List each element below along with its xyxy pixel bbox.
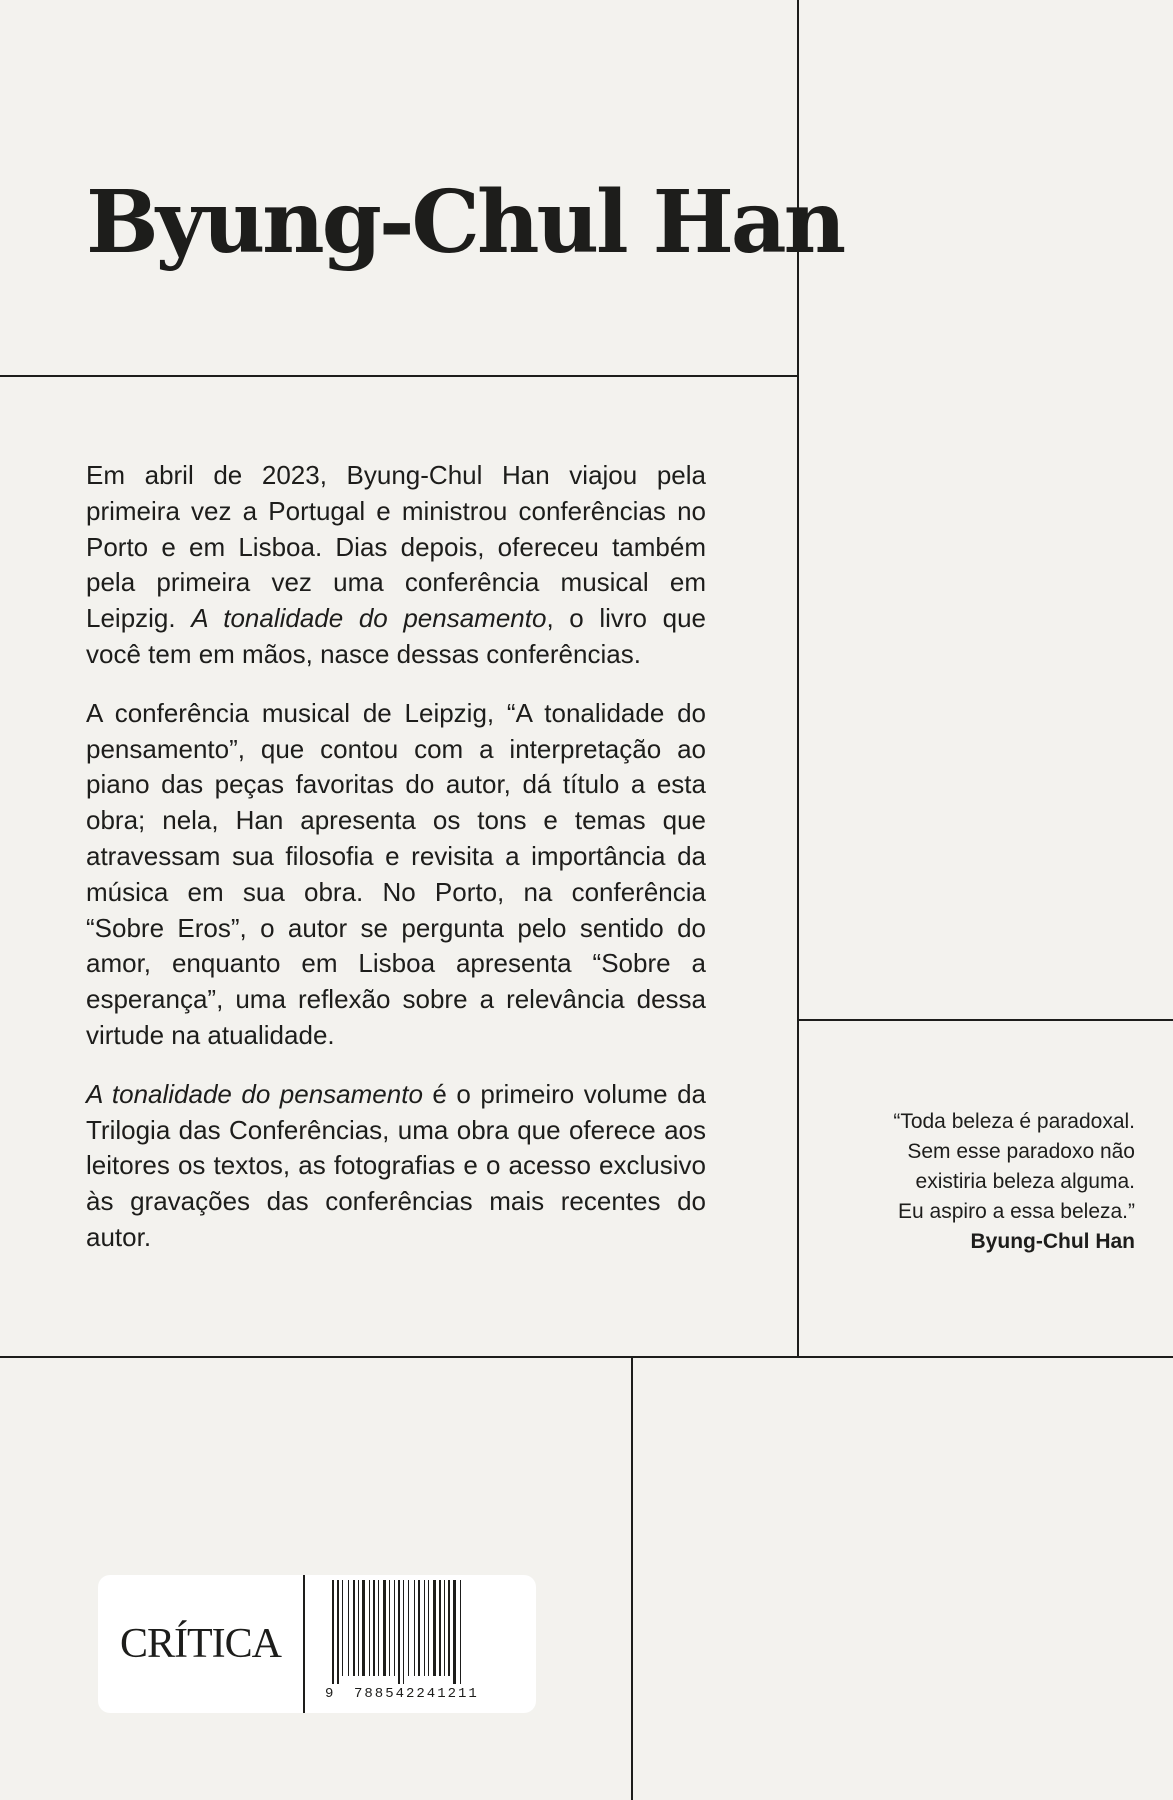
barcode-bar <box>378 1580 379 1676</box>
barcode-bar <box>433 1580 436 1676</box>
barcode-bar <box>348 1580 349 1676</box>
isbn-barcode <box>320 1580 530 1708</box>
quote-line: Eu aspiro a essa beleza.” <box>898 1200 1135 1223</box>
barcode-icon <box>320 1580 530 1684</box>
blurb-paragraph-1: Em abril de 2023, Byung-Chul Han viajou pela primeira vez a Portugal e ministrou conferências no Porto e em Lisboa. Dias depois, ofereceu também pela primeira vez uma conferência musical em Leipzig. A tonalidade do pensamento, o livro que você tem em mãos, nasce dessas conferências. <box>86 460 707 669</box>
barcode-bar <box>353 1580 355 1676</box>
barcode-bar <box>403 1580 404 1684</box>
back-cover-blurb <box>86 458 706 1279</box>
barcode-bar <box>460 1580 461 1684</box>
rule-bottom-section <box>0 1356 1173 1358</box>
barcode-bar <box>394 1580 395 1676</box>
barcode-bar <box>408 1580 409 1676</box>
barcode-bar <box>358 1580 359 1676</box>
barcode-bar <box>342 1580 343 1676</box>
barcode-bar <box>369 1580 370 1676</box>
barcode-bar <box>332 1580 334 1684</box>
blurb-paragraph-2: A conferência musical de Leipzig, “A tonalidade do pensamento”, que contou com a interpretação ao piano das peças favoritas do autor, dá título a esta obra; nela, Han apresenta os tons e temas que atravessam sua filosofia e revisita a importância da música em sua obra. No Porto, na conferência “Sobre Eros”, o autor se pergunta pelo sentido do amor, enquanto em Lisboa apresenta “Sobre a esperança”, uma reflexão sobre a relevância dessa virtude na atualidade. <box>86 697 706 1050</box>
quote-author: Byung-Chul Han <box>970 1230 1135 1253</box>
rule-vertical-bottom <box>631 1356 633 1800</box>
barcode-bar <box>424 1580 425 1676</box>
blurb-paragraph-3: A tonalidade do pensamento é o primeiro volume da Trilogia das Conferências, uma obra que oferece aos leitores os textos, as fotografias e o acesso exclusivo às gravações das conferências mais recentes do autor. <box>86 1078 706 1252</box>
publisher-barcode-box <box>98 1575 536 1713</box>
isbn-first-digit: 9 <box>325 1686 334 1702</box>
author-quote <box>815 1107 1135 1257</box>
publisher-logo: CRÍTICA <box>120 1621 281 1667</box>
quote-line: Sem esse paradoxo não <box>907 1140 1135 1163</box>
barcode-bar <box>383 1580 386 1676</box>
barcode-bar <box>362 1580 365 1676</box>
barcode-bar <box>444 1580 445 1676</box>
quote-line: “Toda beleza é paradoxal. <box>893 1110 1135 1133</box>
barcode-bar <box>448 1580 450 1676</box>
barcode-bar <box>389 1580 390 1676</box>
box-divider <box>303 1575 305 1713</box>
quote-line: existiria beleza alguma. <box>915 1170 1135 1193</box>
barcode-bar <box>398 1580 400 1684</box>
rule-under-title <box>0 375 798 377</box>
barcode-bar <box>414 1580 415 1676</box>
author-title: Byung-Chul Han <box>86 172 844 273</box>
barcode-bar <box>373 1580 375 1676</box>
barcode-bar <box>418 1580 420 1676</box>
barcode-bar <box>337 1580 339 1684</box>
barcode-bar <box>453 1580 456 1684</box>
rule-quote-top <box>797 1019 1173 1021</box>
isbn-digits: 788542241211 <box>354 1686 479 1702</box>
barcode-bar <box>428 1580 429 1676</box>
barcode-bar <box>439 1580 441 1676</box>
